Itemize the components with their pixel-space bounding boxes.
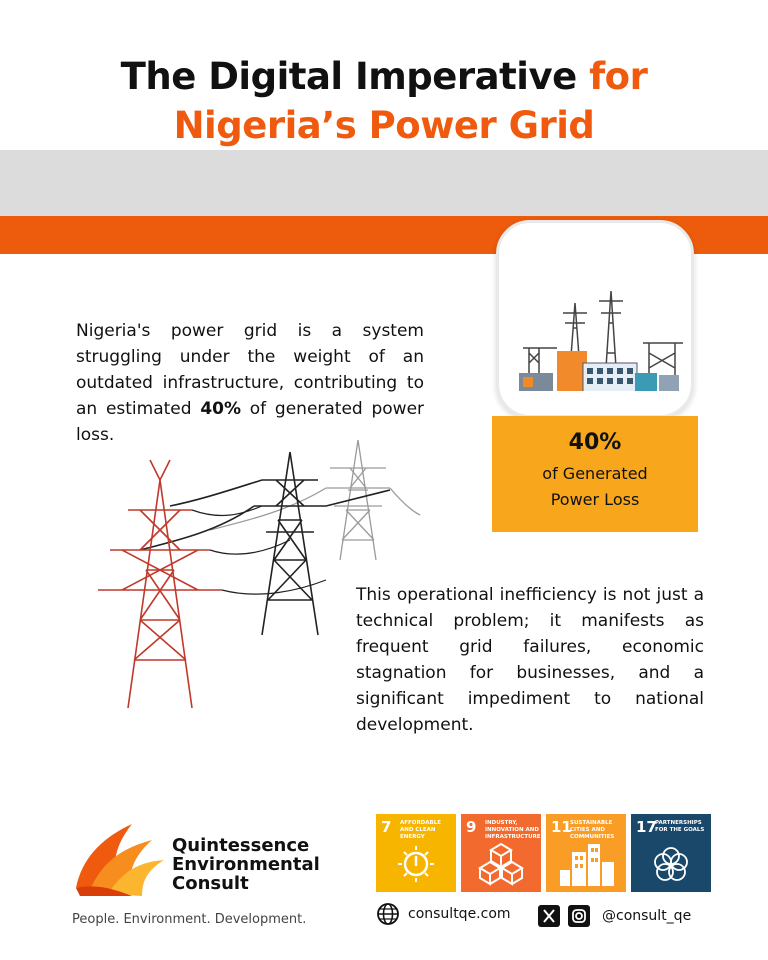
brand-line3: Consult <box>172 873 249 894</box>
brand-line2: Environmental <box>172 854 320 875</box>
title-part1: The Digital Imperative <box>120 55 577 98</box>
x-twitter-icon[interactable] <box>538 905 560 927</box>
brand-line1: Quintessence <box>172 835 310 856</box>
company-logo-icon <box>72 818 167 898</box>
stat-value: 40% <box>568 430 622 455</box>
grey-band <box>0 150 768 216</box>
brand-name <box>172 836 320 893</box>
sdg-7-tile <box>376 814 456 892</box>
website-contact[interactable] <box>376 902 511 926</box>
stat-label: of Generated Power Loss <box>542 464 648 509</box>
city-buildings-icon <box>546 814 626 892</box>
intro-highlight: 40% <box>200 399 242 419</box>
sdg-number: 9 <box>466 818 477 836</box>
sun-power-icon <box>376 814 456 892</box>
website-link[interactable]: consultqe.com <box>408 906 511 922</box>
page-title <box>0 52 768 150</box>
sdg-text: AFFORDABLE AND CLEAN ENERGY <box>400 820 441 840</box>
social-handle[interactable]: @consult_qe <box>602 908 692 924</box>
intro-paragraph <box>76 318 424 448</box>
sdg-17-tile <box>631 814 711 892</box>
tagline: People. Environment. Development. <box>72 912 307 927</box>
power-station-card <box>496 220 694 418</box>
instagram-icon[interactable] <box>568 905 590 927</box>
partnership-rings-icon <box>631 814 711 892</box>
sdg-number: 11 <box>551 818 572 836</box>
sdg-text: PARTNERSHIPS FOR THE GOALS <box>655 820 705 833</box>
title-part2: for <box>589 55 648 98</box>
social-contact <box>538 905 691 927</box>
power-station-icon <box>499 223 694 418</box>
sdg-tiles <box>376 814 711 892</box>
cubes-icon <box>461 814 541 892</box>
intro-text-after: of generated power loss. <box>76 399 425 445</box>
title-line2: Nigeria’s Power Grid <box>173 104 595 147</box>
intro-text-before: Nigeria's power grid is a system struggling under the weight of an outdated infrastructure, contributing to an estimated <box>76 321 424 419</box>
sdg-number: 7 <box>381 818 392 836</box>
globe-icon <box>376 902 400 926</box>
sdg-11-tile <box>546 814 626 892</box>
impact-paragraph: This operational inefficiency is not just a technical problem; it manifests as frequent grid failures, economic stagnation for businesses, and a significant impediment to national development. <box>356 585 704 735</box>
sdg-text: SUSTAINABLE CITIES AND COMMUNITIES <box>570 820 615 840</box>
stat-box <box>492 416 698 532</box>
sdg-9-tile <box>461 814 541 892</box>
sdg-text: INDUSTRY, INNOVATION AND INFRASTRUCTURE <box>485 820 541 840</box>
sdg-number: 17 <box>636 818 657 836</box>
